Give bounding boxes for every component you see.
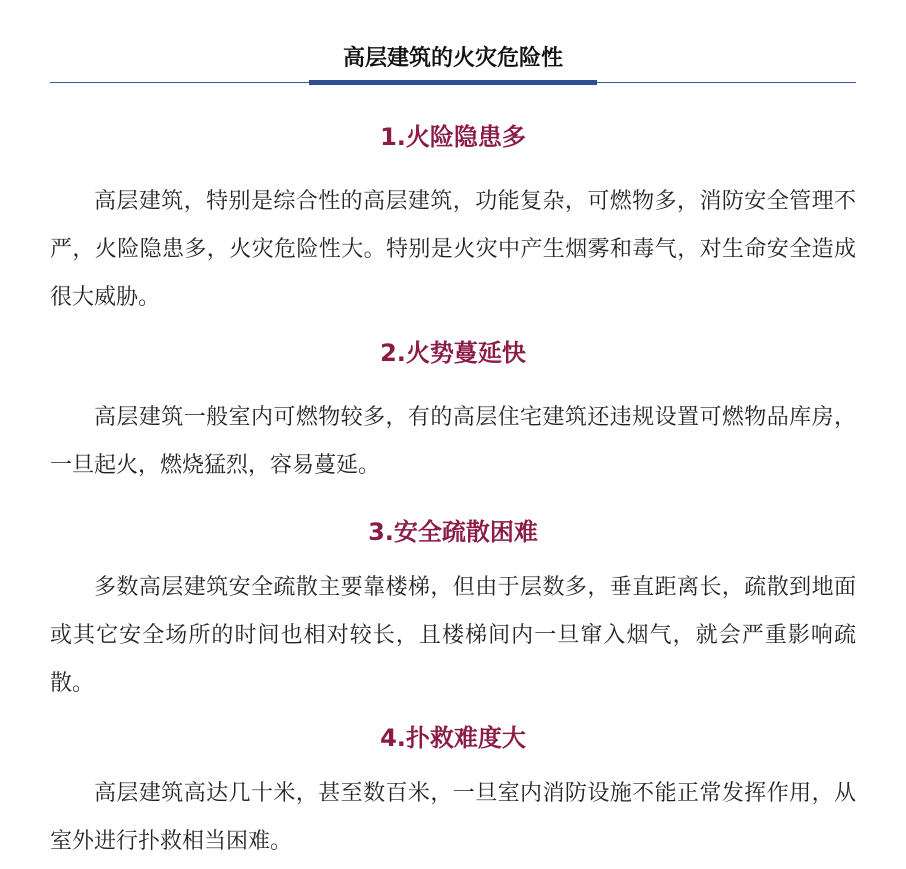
section-paragraph-2: 高层建筑一般室内可燃物较多，有的高层住宅建筑还违规设置可燃物品库房，一旦起火，燃烧猛烈，容易蔓延。 (50, 405, 856, 478)
section-heading-1: 1.火险隐患多 (380, 123, 526, 151)
section-paragraph-1: 高层建筑，特别是综合性的高层建筑，功能复杂，可燃物多，消防安全管理不严，火险隐患多，火灾危险性大。特别是火灾中产生烟雾和毒气，对生命安全造成很大威胁。 (50, 189, 856, 310)
section-paragraph-3: 多数高层建筑安全疏散主要靠楼梯，但由于层数多，垂直距离长，疏散到地面或其它安全场所的时间也相对较长，且楼梯间内一旦窜入烟气，就会严重影响疏散。 (50, 575, 856, 696)
section-heading-3: 3.安全疏散困难 (368, 518, 538, 546)
page-title: 高层建筑的火灾危险性 (342, 46, 563, 71)
title-underline-accent (309, 80, 597, 85)
section-heading-2: 2.火势蔓延快 (380, 339, 526, 367)
section-heading-4: 4.扑救难度大 (380, 724, 526, 752)
section-paragraph-4: 高层建筑高达几十米，甚至数百米，一旦室内消防设施不能正常发挥作用，从室外进行扑救相当困难。 (50, 781, 856, 854)
